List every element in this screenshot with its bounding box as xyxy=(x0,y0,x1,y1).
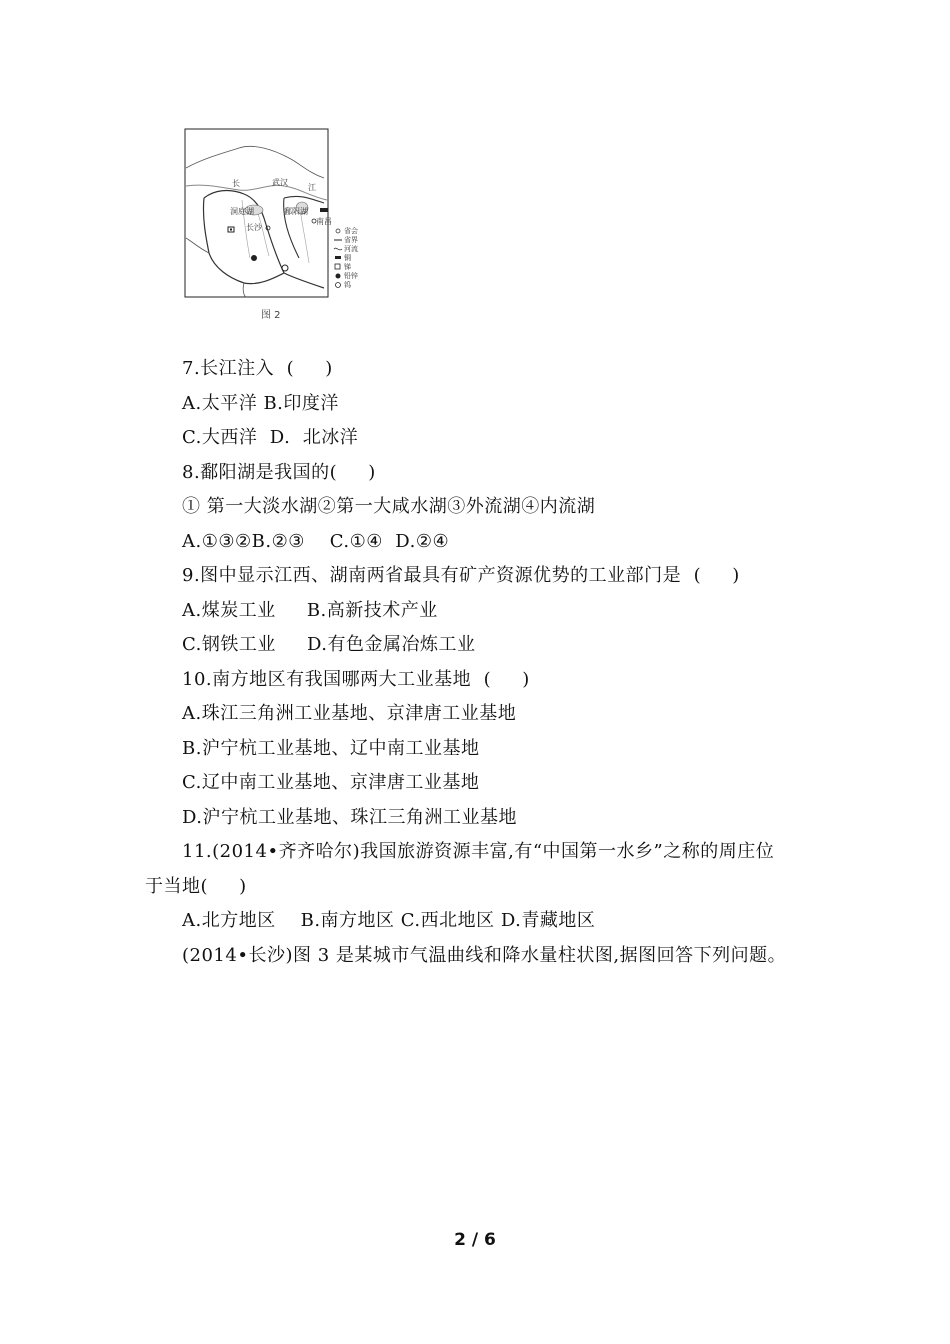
figure-2-map xyxy=(184,128,364,328)
question-11: 11.(2014•齐齐哈尔)我国旅游资源丰富,有“中国第一水乡”之称的周庄位 xyxy=(182,841,775,862)
question-8-options: A.①③②B.②③ C.①④ D.②④ xyxy=(182,531,450,552)
question-7-options-cd: C.大西洋 D. 北冰洋 xyxy=(182,427,359,448)
copper-symbol xyxy=(320,208,328,212)
svg-text:铜: 铜 xyxy=(344,254,351,262)
page-number: 2 / 6 xyxy=(454,1230,496,1250)
label-nanchang: 南昌 xyxy=(316,217,332,226)
svg-text:钨: 钨 xyxy=(344,281,351,289)
question-11-cont: 于当地( ) xyxy=(145,876,247,897)
figure-2-caption: 图 2 xyxy=(261,310,281,321)
svg-text:省界: 省界 xyxy=(344,236,358,244)
question-10-option-b: B.沪宁杭工业基地、辽中南工业基地 xyxy=(182,738,480,759)
question-8: 8.鄱阳湖是我国的( ) xyxy=(182,462,376,483)
question-9-options-ab: A.煤炭工业 B.高新技术产业 xyxy=(182,600,438,621)
svg-text:河流: 河流 xyxy=(344,245,358,253)
svg-text:铅锌: 铅锌 xyxy=(344,272,358,280)
question-10: 10.南方地区有我国哪两大工业基地 ( ) xyxy=(182,669,530,690)
question-7: 7.长江注入 ( ) xyxy=(182,358,333,379)
question-11-options: A.北方地区 B.南方地区 C.西北地区 D.青藏地区 xyxy=(182,910,596,931)
label-chang: 长 xyxy=(232,179,240,188)
question-7-options-ab: A.太平洋 B.印度洋 xyxy=(182,393,339,414)
svg-text:锑: 锑 xyxy=(344,263,351,271)
question-8-statements: ① 第一大淡水湖②第一大咸水湖③外流湖④内流湖 xyxy=(182,496,596,517)
map-legend xyxy=(334,226,358,289)
label-changsha: 长沙 xyxy=(246,223,262,232)
lead-zinc-symbol xyxy=(251,255,257,261)
question-10-option-a: A.珠江三角洲工业基地、京津唐工业基地 xyxy=(182,703,517,724)
label-dongting: 洞庭湖 xyxy=(230,207,254,216)
question-10-option-d: D.沪宁杭工业基地、珠江三角洲工业基地 xyxy=(182,807,518,828)
label-jiang: 江 xyxy=(308,183,316,192)
label-poyang: 鄱阳湖 xyxy=(284,207,308,216)
svg-text:省会: 省会 xyxy=(344,227,358,235)
label-wuhan: 武汉 xyxy=(272,178,288,187)
question-10-option-c: C.辽中南工业基地、京津唐工业基地 xyxy=(182,772,480,793)
question-9-options-cd: C.钢铁工业 D.有色金属冶炼工业 xyxy=(182,634,476,655)
map-svg xyxy=(184,128,364,308)
figure-3-intro: (2014•长沙)图 3 是某城市气温曲线和降水量柱状图,据图回答下列问题。 xyxy=(182,945,787,966)
question-9: 9.图中显示江西、湖南两省最具有矿产资源优势的工业部门是 ( ) xyxy=(182,565,740,586)
